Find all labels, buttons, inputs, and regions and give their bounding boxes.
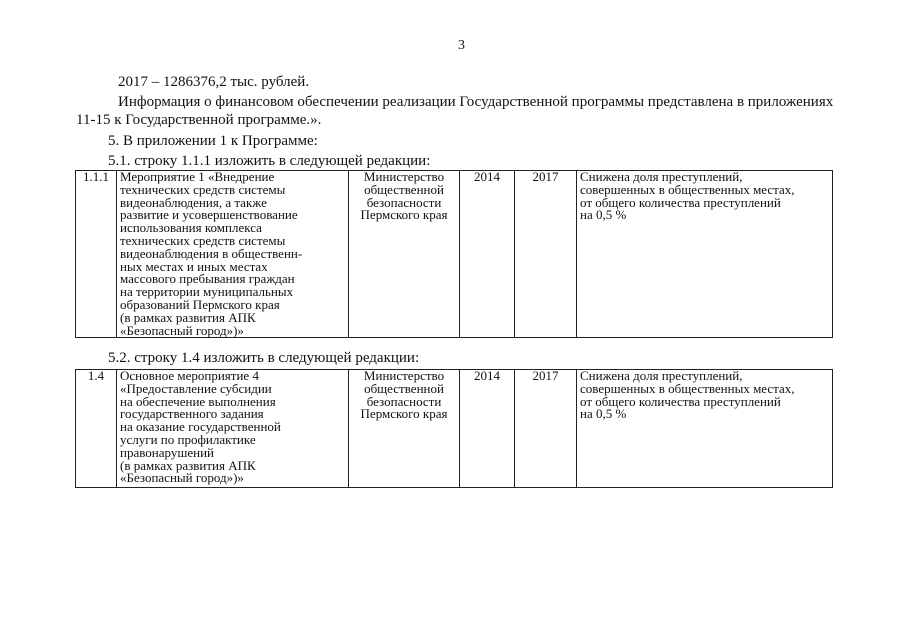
responsible-org-cell xyxy=(349,171,460,338)
end-year-cell: 2017 xyxy=(515,370,577,488)
cell-text-line: видеонаблюдения, а также xyxy=(120,194,267,210)
cell-text-line: технических средств системы xyxy=(120,181,286,197)
cell-text-line: совершенных в общественных местах, xyxy=(580,181,795,197)
cell-text-line: на 0,5 % xyxy=(580,406,627,422)
cell-text-line: совершенных в общественных местах, xyxy=(580,380,795,396)
table-row-1-1-1 xyxy=(75,170,833,338)
cell-text-line: «Предоставление субсидии xyxy=(120,380,272,396)
info-line-2: 11-15 к Государственной программе.». xyxy=(76,112,322,128)
end-year-cell: 2017 xyxy=(515,171,577,338)
start-year-cell: 2014 xyxy=(460,370,515,488)
cell-text-line: (в рамках развития АПК xyxy=(120,309,256,325)
expected-result-cell xyxy=(577,171,833,338)
expected-result-cell xyxy=(577,370,833,488)
table-row-1-4 xyxy=(75,369,833,488)
page-number: 3 xyxy=(458,38,465,53)
table-row xyxy=(76,370,833,488)
cell-text-line: безопасности xyxy=(366,194,442,210)
cell-text-line: правонарушений xyxy=(120,444,214,460)
cell-text-line: ных местах и иных местах xyxy=(120,258,268,274)
cell-text-line: использования комплекса xyxy=(120,220,262,236)
cell-text-line: технических средств системы xyxy=(120,232,286,248)
cell-text-line: от общего количества преступлений xyxy=(580,194,781,210)
cell-text-line: «Безопасный город»)» xyxy=(120,470,244,486)
cell-text-line: общественной xyxy=(364,181,444,197)
cell-text-line: Мероприятие 1 «Внедрение xyxy=(120,169,275,184)
info-line-1: Информация о финансовом обеспечении реализации Государственной программы представлена в приложениях xyxy=(118,94,834,110)
cell-text-line: общественной xyxy=(364,380,444,396)
item-5-1-line: 5.1. строку 1.1.1 изложить в следующей редакции: xyxy=(108,153,431,169)
cell-text-line: (в рамках развития АПК xyxy=(120,457,256,473)
budget-2017-line: 2017 – 1286376,2 тыс. рублей. xyxy=(118,74,310,90)
cell-text-line: образований Пермского края xyxy=(120,296,280,312)
cell-text-line: Министерство xyxy=(363,368,445,383)
measure-name-cell xyxy=(117,171,349,338)
cell-text-line: безопасности xyxy=(366,393,442,409)
cell-text-line: видеонаблюдения в общественн- xyxy=(120,245,303,261)
row-number-cell: 1.1.1 xyxy=(76,171,117,338)
cell-text-line: Пермского края xyxy=(360,207,448,223)
responsible-org-cell xyxy=(349,370,460,488)
cell-text-line: «Безопасный город»)» xyxy=(120,322,244,338)
cell-text-line: развитие и усовершенствование xyxy=(120,207,298,223)
start-year-cell: 2014 xyxy=(460,171,515,338)
table-row xyxy=(76,171,833,338)
item-5-line: 5. В приложении 1 к Программе: xyxy=(108,133,318,149)
row-number-cell: 1.4 xyxy=(76,370,117,488)
measure-name-cell xyxy=(117,370,349,488)
cell-text-line: Основное мероприятие 4 xyxy=(120,368,259,383)
cell-text-line: на территории муниципальных xyxy=(120,284,294,300)
cell-text-line: Снижена доля преступлений, xyxy=(580,368,743,383)
cell-text-line: на 0,5 % xyxy=(580,207,627,223)
cell-text-line: услуги по профилактике xyxy=(120,431,256,447)
cell-text-line: государственного задания xyxy=(120,406,264,422)
item-5-2-line: 5.2. строку 1.4 изложить в следующей редакции: xyxy=(108,350,420,366)
cell-text-line: на обеспечение выполнения xyxy=(120,393,276,409)
cell-text-line: Снижена доля преступлений, xyxy=(580,169,743,184)
cell-text-line: Пермского края xyxy=(360,406,448,422)
cell-text-line: на оказание государственной xyxy=(120,419,281,435)
cell-text-line: Министерство xyxy=(363,169,445,184)
cell-text-line: от общего количества преступлений xyxy=(580,393,781,409)
cell-text-line: массового пребывания граждан xyxy=(120,271,295,287)
